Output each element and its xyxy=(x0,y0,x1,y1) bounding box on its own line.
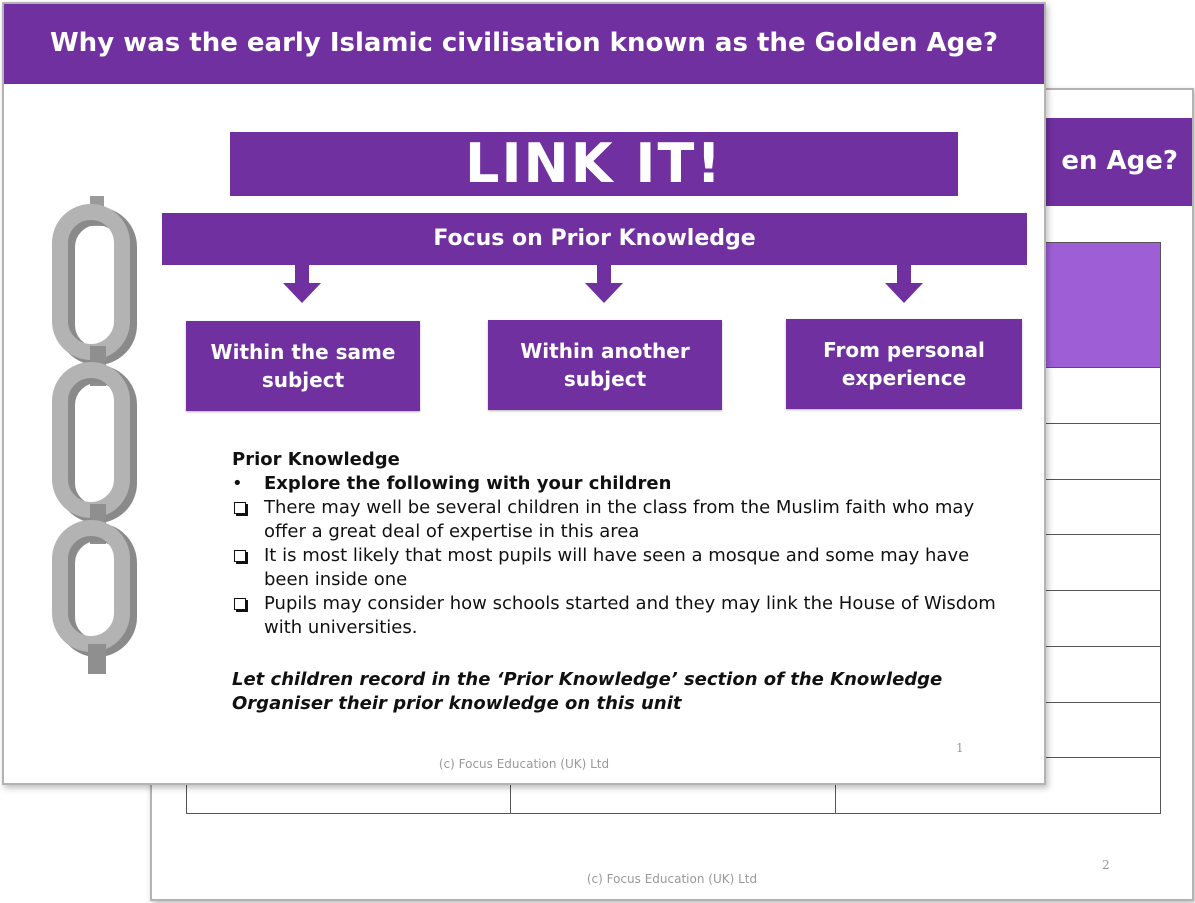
copyright-footer: (c) Focus Education (UK) Ltd xyxy=(438,757,610,771)
prior-knowledge-section xyxy=(232,448,1002,640)
page-number: 1 xyxy=(956,741,964,755)
arrow-down-icon xyxy=(885,265,923,303)
list-item-text: It is most likely that most pupils will have seen a mosque and some may have been inside one xyxy=(264,545,970,590)
checkbox-icon xyxy=(232,496,264,521)
front-slide-header xyxy=(4,4,1044,84)
box-label: Within another subject xyxy=(520,339,690,391)
list-item-text: There may well be several children in the class from the Muslim faith who may offer a great deal of expertise in this area xyxy=(264,497,975,542)
list-item xyxy=(232,592,1002,640)
checkbox-icon xyxy=(232,592,264,617)
link-it-banner: LINK IT! xyxy=(230,132,958,196)
focus-bar: Focus on Prior Knowledge xyxy=(162,213,1027,265)
arrow-down-icon xyxy=(283,265,321,303)
box-personal-experience xyxy=(786,319,1022,409)
back-copyright-footer: (c) Focus Education (UK) Ltd xyxy=(586,872,758,886)
list-item xyxy=(232,496,1002,544)
checkbox-icon xyxy=(232,544,264,569)
box-label: Within the same subject xyxy=(210,340,396,392)
box-same-subject xyxy=(186,321,420,411)
prior-knowledge-heading: Prior Knowledge xyxy=(232,449,400,470)
chain-link-icon xyxy=(48,196,148,676)
box-label: From personal experience xyxy=(823,338,985,390)
back-page-number: 2 xyxy=(1102,858,1110,872)
bullet-text: Explore the following with your children xyxy=(264,473,672,494)
list-item xyxy=(232,544,1002,592)
instruction-text: Let children record in the ‘Prior Knowledge’ section of the Knowledge Organiser their prior knowledge on this unit xyxy=(232,669,943,714)
front-slide[interactable] xyxy=(2,2,1046,785)
box-another-subject xyxy=(488,320,722,410)
bullet-marker: • xyxy=(232,473,243,494)
list-item xyxy=(232,472,1002,496)
slide-title: Why was the early Islamic civilisation known as the Golden Age? xyxy=(50,28,998,58)
list-item-text: Pupils may consider how schools started and they may link the House of Wisdom with universities. xyxy=(264,593,996,638)
arrow-down-icon xyxy=(585,265,623,303)
back-slide-title: en Age? xyxy=(1061,146,1178,176)
